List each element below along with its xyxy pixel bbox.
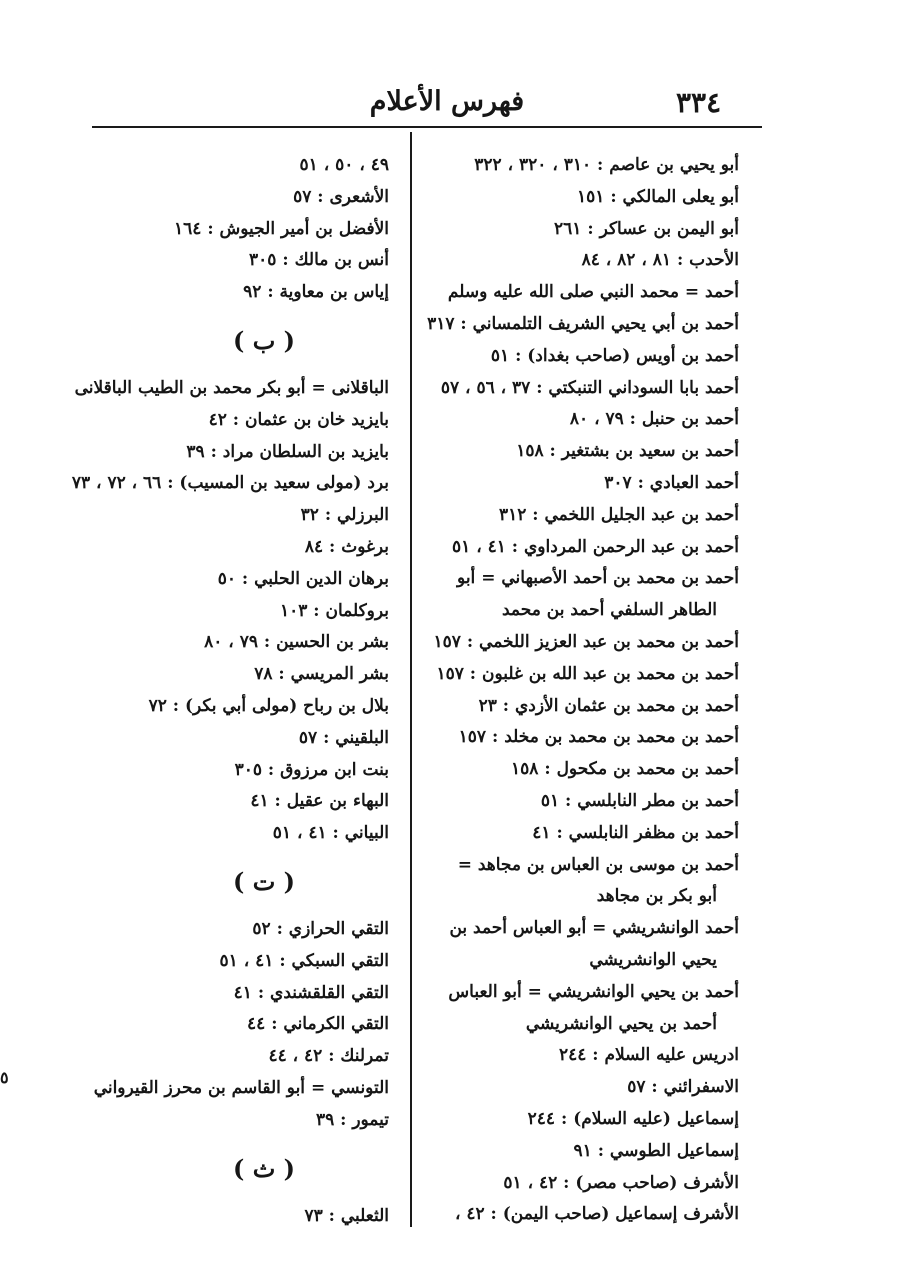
- index-entry: أحمد بن عبد الجليل اللخمي : ٣١٢: [498, 504, 739, 525]
- entry-line: أحمد الوانشريشي = أبو العباس أحمد بن: [449, 918, 739, 939]
- index-entry-multiline: [419, 563, 739, 627]
- index-entry: تمرلنك : ٤٢ ، ٤٤: [268, 1046, 389, 1067]
- index-entry: أحمد = محمد النبي صلى الله عليه وسلم: [447, 282, 739, 303]
- index-entry: بايزيد بن السلطان مراد : ٣٩: [186, 441, 389, 462]
- index-entry-multiline: [419, 913, 739, 977]
- index-entry: بنت ابن مرزوق : ٣٠٥: [234, 759, 389, 780]
- index-entry: برهان الدين الحلبي : ٥٠: [217, 568, 389, 589]
- entry-continuation: أحمد بن يحيي الوانشريشي: [525, 1013, 717, 1034]
- index-entry: أنس بن مالك : ٣٠٥: [249, 250, 389, 271]
- page-title: فهرس الأعلام: [369, 86, 525, 117]
- entry-line: أحمد بن محمد بن أحمد الأصبهاني = أبو: [457, 568, 739, 589]
- entry-continuation: أبو بكر بن مجاهد: [596, 886, 717, 907]
- index-entry: إسماعيل (عليه السلام) : ٢٤٤: [527, 1108, 739, 1129]
- index-entry: الأشرف (صاحب مصر) : ٤٢ ، ٥١: [503, 1172, 739, 1193]
- index-entry: أحمد بن محمد بن عبد الله بن غلبون : ١٥٧: [436, 663, 739, 684]
- index-entry: أبو يعلى المالكي : ١٥١: [577, 186, 739, 207]
- index-entry: أحمد بن مطر النابلسي : ٥١: [540, 790, 739, 811]
- index-entry: الأشرف إسماعيل (صاحب اليمن) : ٤٢ ،: [454, 1204, 739, 1225]
- index-entry: البلقيني : ٥٧: [298, 727, 389, 748]
- index-entry: بشر بن الحسين : ٧٩ ، ٨٠: [204, 632, 389, 653]
- index-entry: أحمد بن أبي يحيي الشريف التلمساني : ٣١٧: [427, 313, 739, 334]
- index-entry: بروكلمان : ١٠٣: [279, 600, 389, 621]
- index-entry: بلال بن رباح (مولى أبي بكر) : ٧٢: [148, 695, 389, 716]
- index-entry: أحمد بن عبد الرحمن المرداوي : ٤١ ، ٥١: [452, 536, 739, 557]
- index-column-left: [71, 150, 389, 1232]
- index-entry: أحمد العبادي : ٣٠٧: [604, 472, 739, 493]
- index-entry: إسماعيل الطوسي : ٩١: [573, 1140, 739, 1161]
- index-entry: برد (مولى سعيد بن المسيب) : ٦٦ ، ٧٢ ، ٧٣: [71, 473, 389, 494]
- index-entry: البهاء بن عقيل : ٤١: [250, 791, 389, 812]
- index-entry: البياني : ٤١ ، ٥١: [272, 823, 389, 844]
- index-entry: التقي القلقشندي : ٤١: [233, 982, 389, 1003]
- index-entry: أبو اليمن بن عساكر : ٢٦١: [554, 218, 739, 239]
- index-entry: الأفضل بن أمير الجيوش : ١٦٤: [174, 218, 389, 239]
- index-entry: أحمد بن سعيد بن بشتغير : ١٥٨: [516, 441, 739, 462]
- index-entry: بايزيد خان بن عثمان : ٤٢: [208, 409, 389, 430]
- index-entry: التقي الكرماني : ٤٤: [247, 1014, 389, 1035]
- section-heading-ta: ( ت ): [232, 866, 295, 896]
- index-entry: ادريس عليه السلام : ٢٤٤: [558, 1045, 739, 1066]
- index-entry: الأشعرى : ٥٧: [293, 186, 389, 207]
- index-entry: أحمد بن محمد بن عبد العزيز اللخمي : ١٥٧: [433, 631, 739, 652]
- index-entry: التونسي = أبو القاسم بن محرز القيرواني: [93, 1077, 389, 1098]
- index-entry: بشر المريسي : ٧٨: [254, 664, 389, 685]
- index-entry: الباقلانى = أبو بكر محمد بن الطيب الباقلانى: [74, 377, 389, 398]
- index-entry: أحمد بن أويس (صاحب بغداد) : ٥١: [490, 345, 739, 366]
- entry-line: أحمد بن موسى بن العباس بن مجاهد =: [457, 854, 739, 875]
- index-entry: الاسفرائني : ٥٧: [627, 1077, 739, 1098]
- index-entry: أبو يحيي بن عاصم : ٣١٠ ، ٣٢٠ ، ٣٢٢: [474, 155, 739, 175]
- header-rule: [92, 126, 762, 128]
- index-entry: أحمد بن محمد بن محمد بن مخلد : ١٥٧: [458, 727, 739, 748]
- index-entry-multiline: [419, 850, 739, 914]
- page-number: ٣٣٤: [676, 86, 722, 119]
- index-entry: أحمد بابا السوداني التنبكتي : ٣٧ ، ٥٦ ، ٥٧: [440, 377, 739, 398]
- index-entry: البرزلي : ٣٢: [300, 505, 389, 526]
- index-column-right: [419, 150, 739, 1231]
- index-entry: أحمد بن حنبل : ٧٩ ، ٨٠: [569, 409, 739, 430]
- index-entry: أحمد بن مظفر النابلسي : ٤١: [532, 822, 739, 843]
- margin-mark: ٥: [0, 1068, 9, 1087]
- index-entry-multiline: [419, 977, 739, 1041]
- index-entry: الثعلبي : ٧٣: [304, 1205, 389, 1226]
- section-heading-tha: ( ث ): [232, 1153, 295, 1183]
- index-entry: التقي الحرازي : ٥٢: [252, 918, 389, 939]
- index-entry: إياس بن معاوية : ٩٢: [243, 282, 389, 303]
- entry-continuation: يحيي الوانشريشي: [589, 949, 717, 970]
- index-entry: أحمد بن محمد بن عثمان الأزدي : ٢٣: [478, 695, 739, 716]
- index-entry: التقي السبكي : ٤١ ، ٥١: [219, 950, 389, 971]
- column-divider: [410, 132, 412, 1227]
- index-entry: ٤٩ ، ٥٠ ، ٥١: [299, 155, 389, 175]
- index-entry: تيمور : ٣٩: [315, 1109, 389, 1130]
- index-entry: أحمد بن محمد بن مكحول : ١٥٨: [511, 759, 739, 780]
- entry-continuation: الطاهر السلفي أحمد بن محمد: [502, 600, 717, 621]
- index-entry: برغوث : ٨٤: [304, 536, 389, 557]
- section-heading-ba: ( ب ): [232, 325, 295, 355]
- index-entry: الأحدب : ٨١ ، ٨٢ ، ٨٤: [581, 250, 739, 271]
- entry-line: أحمد بن يحيي الوانشريشي = أبو العباس: [448, 981, 739, 1002]
